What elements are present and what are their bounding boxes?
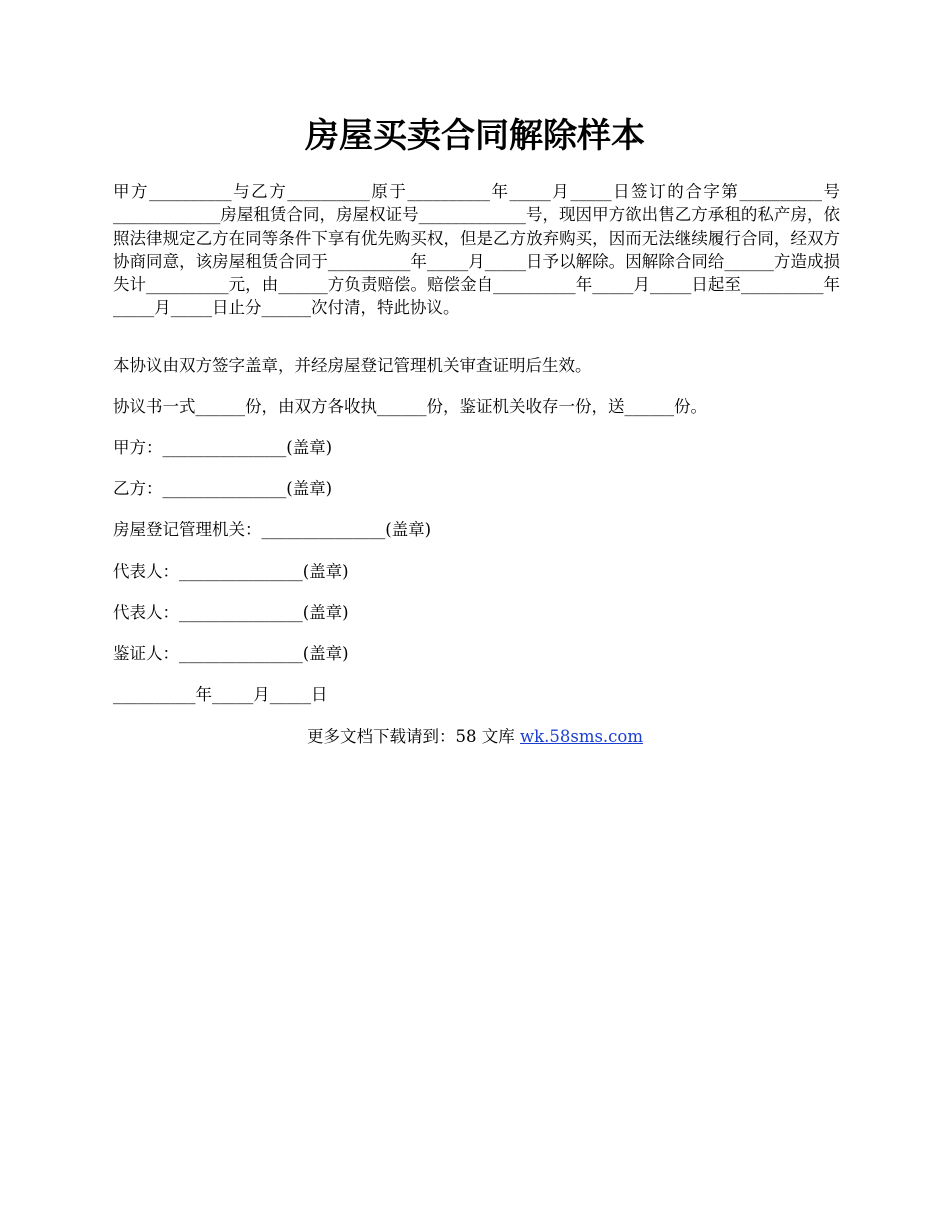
footer-link[interactable]: wk.58sms.com — [519, 727, 643, 746]
copies-clause: 协议书一式______份，由双方各收执______份，鉴证机关收存一份，送______份。 — [113, 397, 707, 416]
date-line: __________年_____月_____日 — [113, 685, 328, 704]
signature-party-a: 甲方：_______________(盖章) — [113, 438, 333, 457]
body-paragraph: 甲方__________与乙方__________原于__________年_____月_____日签订的合字第__________号_____________房屋租赁合同，房屋权证号_____________号，现因甲方欲出售乙方承租的私产房，依照法律规定乙方在同等条件下享有优先购买权，但是乙方放弃购买，因而无法继续履行合同，经双方协商同意，该房屋租赁合同于__________年_____月_____日予以解除。因解除合同给______方造成损失计__________元，由______方负责赔偿。赔偿金自__________年_____月_____日起至__________年_____月_____日止分______次付清，特此协议。 — [113, 182, 840, 318]
signature-representative-2: 代表人：_______________(盖章) — [113, 603, 349, 622]
footer-prefix: 更多文档下载请到：58 文库 — [306, 727, 520, 746]
signature-party-b: 乙方：_______________(盖章) — [113, 479, 333, 498]
signature-registry-authority: 房屋登记管理机关：_______________(盖章) — [113, 520, 432, 539]
footer — [0, 725, 950, 749]
signature-witness: 鉴证人：_______________(盖章) — [113, 644, 349, 663]
signature-representative-1: 代表人：_______________(盖章) — [113, 562, 349, 581]
effect-clause: 本协议由双方签字盖章，并经房屋登记管理机关审查证明后生效。 — [113, 356, 592, 375]
document-title: 房屋买卖合同解除样本 — [305, 116, 645, 156]
